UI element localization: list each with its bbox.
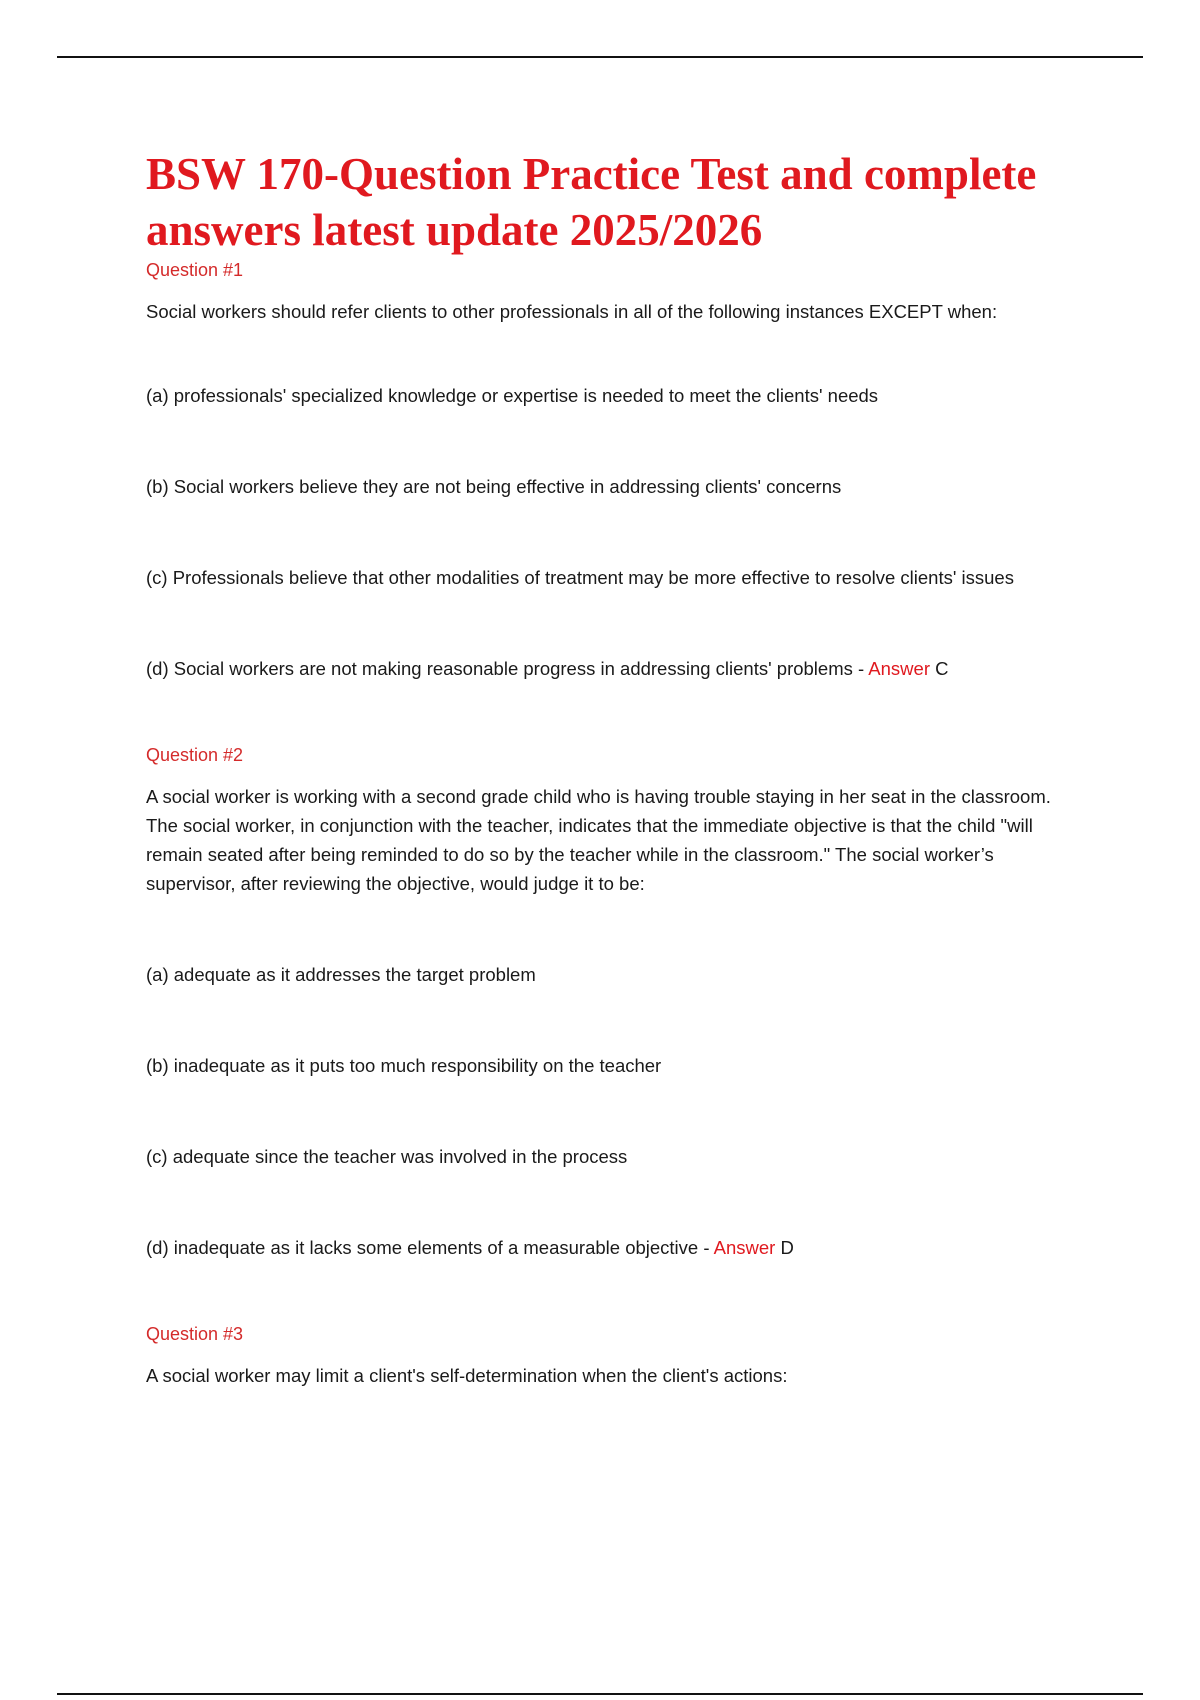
- question-text: Social workers should refer clients to other professionals in all of the following instances EXCEPT when:: [146, 301, 998, 322]
- option-b: (b) inadequate as it puts too much responsibility on the teacher: [146, 1055, 662, 1076]
- document-title: BSW 170-Question Practice Test and complete answers latest update 2025/2026: [146, 149, 1037, 255]
- option-text: (d) Social workers are not making reasonable progress in addressing clients' problems -: [146, 658, 869, 679]
- option-d: [146, 1233, 1086, 1262]
- question-text: A social worker may limit a client's self-determination when the client's actions:: [146, 1365, 788, 1386]
- option-d: [146, 654, 1086, 683]
- option-text: (d) inadequate as it lacks some elements of a measurable objective -: [146, 1237, 714, 1258]
- option-a: (a) adequate as it addresses the target problem: [146, 964, 536, 985]
- top-divider: [57, 56, 1143, 58]
- answer-label: Answer: [713, 1237, 776, 1258]
- question-text: A social worker is working with a second grade child who is having trouble staying in her seat in the classroom. The social worker, in conjunction with the teacher, indicates that the immediate objective is that the child "will remain seated after being reminded to do so by the teacher while in the classroom." The social worker’s supervisor, after reviewing the objective, would judge it to be:: [146, 786, 1051, 894]
- answer-value: D: [780, 1237, 794, 1258]
- question-1: [146, 258, 1086, 683]
- bottom-divider: [57, 1693, 1143, 1695]
- option-c: (c) adequate since the teacher was involved in the process: [146, 1146, 628, 1167]
- option-b: (b) Social workers believe they are not being effective in addressing clients' concerns: [146, 476, 842, 497]
- question-heading: Question #2: [146, 745, 244, 765]
- question-heading: Question #3: [146, 1324, 244, 1344]
- answer-value: C: [935, 658, 949, 679]
- document-page: [146, 146, 1086, 1390]
- question-heading: Question #1: [146, 260, 244, 280]
- question-3: [146, 1322, 1086, 1390]
- option-a: (a) professionals' specialized knowledge or expertise is needed to meet the clients' needs: [146, 385, 879, 406]
- question-2: [146, 743, 1086, 1262]
- option-c: (c) Professionals believe that other modalities of treatment may be more effective to resolve clients' issues: [146, 567, 1014, 588]
- answer-label: Answer: [868, 658, 930, 679]
